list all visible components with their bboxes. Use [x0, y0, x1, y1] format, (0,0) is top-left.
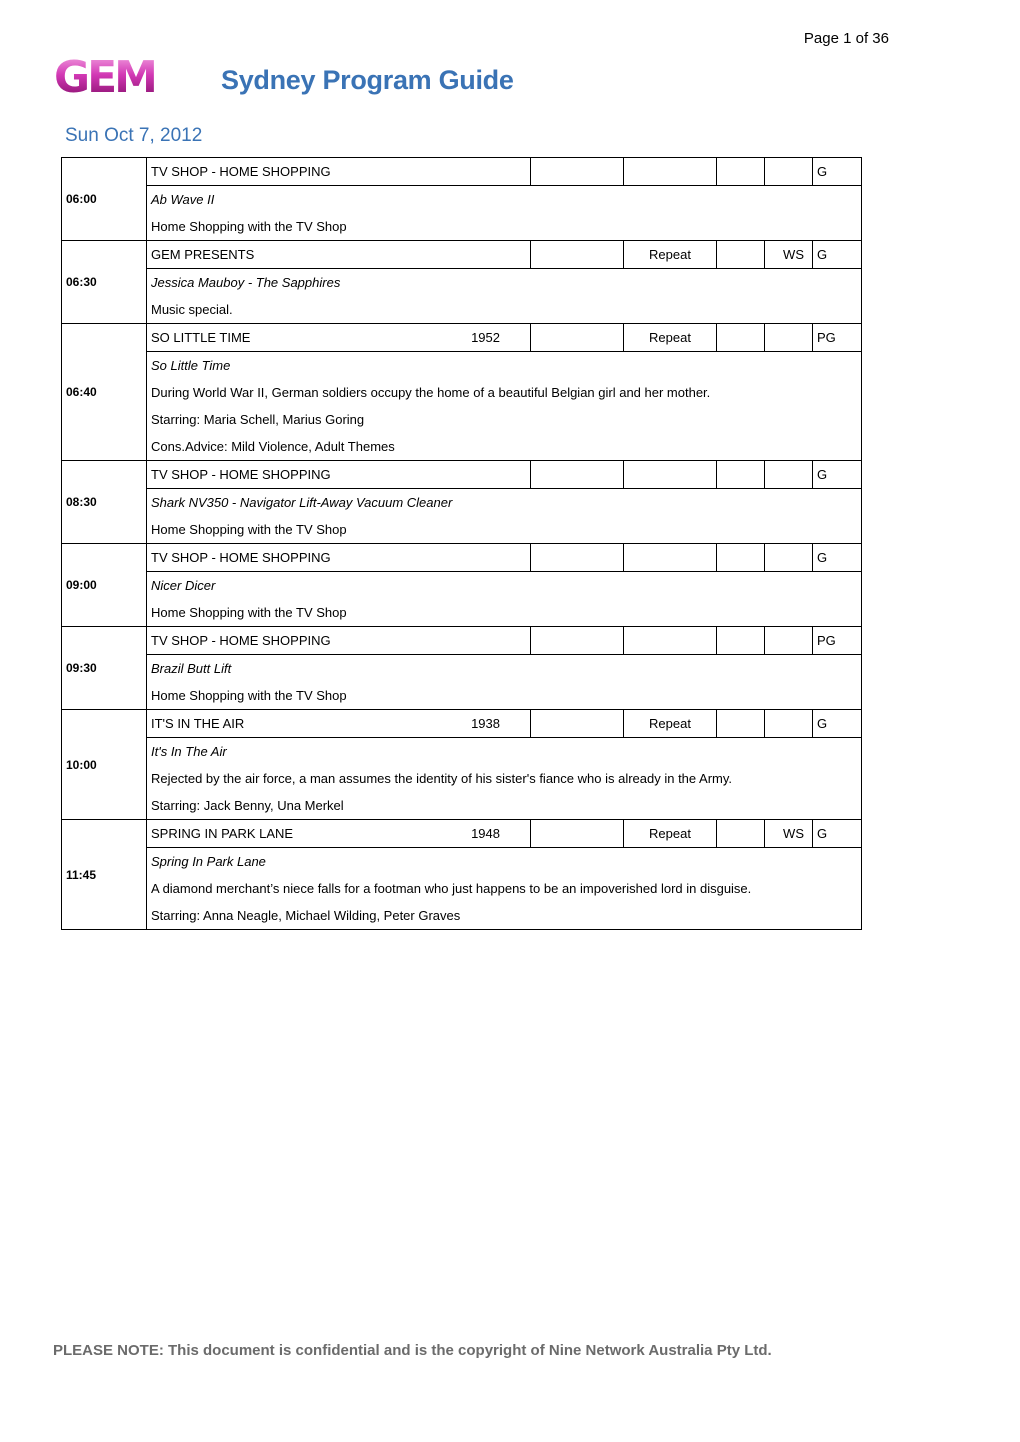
episode-row — [62, 269, 862, 297]
program-row — [62, 324, 862, 352]
program-year: 1948 — [471, 826, 500, 841]
program-time: 09:30 — [62, 627, 147, 710]
gem-logo — [52, 56, 184, 98]
detail-row — [62, 599, 862, 627]
empty-cell — [717, 241, 765, 269]
program-title-cell — [147, 324, 531, 352]
rating: G — [813, 710, 862, 738]
program-detail: A diamond merchant’s niece falls for a footman who just happens to be an impoverished lord in disguise. — [147, 875, 862, 902]
repeat-flag — [624, 544, 717, 572]
episode-row — [62, 186, 862, 214]
empty-cell — [531, 710, 624, 738]
empty-cell — [531, 241, 624, 269]
rating: G — [813, 158, 862, 186]
detail-row — [62, 213, 862, 241]
program-detail: Starring: Maria Schell, Marius Goring — [147, 406, 862, 433]
rating: PG — [813, 627, 862, 655]
svg-text:GEM: GEM — [54, 56, 155, 98]
page-indicator: Page 1 of 36 — [803, 30, 889, 47]
program-title: SPRING IN PARK LANE — [151, 826, 294, 841]
program-detail: Rejected by the air force, a man assumes the identity of his sister's fiance who is already in the Army. — [147, 765, 862, 792]
episode-row — [62, 655, 862, 683]
program-title-cell — [147, 544, 531, 572]
repeat-flag: Repeat — [624, 324, 717, 352]
program-detail: Cons.Advice: Mild Violence, Adult Themes — [147, 433, 862, 461]
program-detail: Home Shopping with the TV Shop — [147, 682, 862, 710]
episode-title: So Little Time — [147, 352, 862, 380]
detail-row — [62, 682, 862, 710]
program-row — [62, 241, 862, 269]
episode-title: Brazil Butt Lift — [147, 655, 862, 683]
episode-title: Shark NV350 - Navigator Lift-Away Vacuum Cleaner — [147, 489, 862, 517]
empty-cell — [717, 710, 765, 738]
repeat-flag: Repeat — [624, 241, 717, 269]
widescreen-flag: WS — [765, 241, 813, 269]
detail-row — [62, 296, 862, 324]
program-time: 11:45 — [62, 820, 147, 930]
program-detail: During World War II, German soldiers occupy the home of a beautiful Belgian girl and her mother. — [147, 379, 862, 406]
program-title: TV SHOP - HOME SHOPPING — [151, 633, 331, 648]
episode-row — [62, 489, 862, 517]
program-time: 09:00 — [62, 544, 147, 627]
program-detail: Home Shopping with the TV Shop — [147, 213, 862, 241]
empty-cell — [717, 627, 765, 655]
program-detail: Music special. — [147, 296, 862, 324]
widescreen-flag — [765, 324, 813, 352]
program-title-cell — [147, 158, 531, 186]
widescreen-flag: WS — [765, 820, 813, 848]
episode-row — [62, 848, 862, 876]
detail-row — [62, 792, 862, 820]
program-row — [62, 820, 862, 848]
empty-cell — [531, 158, 624, 186]
program-row — [62, 158, 862, 186]
program-detail: Starring: Anna Neagle, Michael Wilding, Peter Graves — [147, 902, 862, 930]
episode-title: Ab Wave II — [147, 186, 862, 214]
program-row — [62, 461, 862, 489]
program-row — [62, 627, 862, 655]
program-time: 06:00 — [62, 158, 147, 241]
program-title: SO LITTLE TIME — [151, 330, 251, 345]
program-title-cell — [147, 820, 531, 848]
rating: G — [813, 461, 862, 489]
widescreen-flag — [765, 710, 813, 738]
widescreen-flag — [765, 461, 813, 489]
rating: G — [813, 820, 862, 848]
program-detail: Home Shopping with the TV Shop — [147, 516, 862, 544]
detail-row — [62, 433, 862, 461]
program-title: IT'S IN THE AIR — [151, 716, 245, 731]
repeat-flag — [624, 461, 717, 489]
detail-row — [62, 765, 862, 792]
detail-row — [62, 875, 862, 902]
program-title: TV SHOP - HOME SHOPPING — [151, 550, 331, 565]
empty-cell — [717, 820, 765, 848]
widescreen-flag — [765, 158, 813, 186]
program-time: 08:30 — [62, 461, 147, 544]
detail-row — [62, 902, 862, 930]
repeat-flag: Repeat — [624, 710, 717, 738]
program-detail: Starring: Jack Benny, Una Merkel — [147, 792, 862, 820]
episode-title: It's In The Air — [147, 738, 862, 766]
program-year: 1952 — [471, 330, 500, 345]
episode-title: Spring In Park Lane — [147, 848, 862, 876]
document-title: Sydney Program Guide — [221, 65, 514, 95]
program-row — [62, 544, 862, 572]
empty-cell — [717, 544, 765, 572]
empty-cell — [531, 820, 624, 848]
program-title-cell — [147, 241, 531, 269]
empty-cell — [531, 461, 624, 489]
confidentiality-note: PLEASE NOTE: This document is confidential and is the copyright of Nine Network Australia Pty Ltd. — [53, 1342, 772, 1359]
program-guide-table — [61, 157, 862, 930]
program-title: TV SHOP - HOME SHOPPING — [151, 467, 331, 482]
episode-title: Nicer Dicer — [147, 572, 862, 600]
detail-row — [62, 516, 862, 544]
program-title-cell — [147, 627, 531, 655]
episode-row — [62, 738, 862, 766]
program-detail: Home Shopping with the TV Shop — [147, 599, 862, 627]
empty-cell — [531, 324, 624, 352]
repeat-flag — [624, 158, 717, 186]
program-time: 06:40 — [62, 324, 147, 461]
empty-cell — [531, 627, 624, 655]
detail-row — [62, 406, 862, 433]
episode-row — [62, 572, 862, 600]
empty-cell — [717, 158, 765, 186]
empty-cell — [717, 461, 765, 489]
detail-row — [62, 379, 862, 406]
widescreen-flag — [765, 544, 813, 572]
program-year: 1938 — [471, 716, 500, 731]
empty-cell — [531, 544, 624, 572]
empty-cell — [717, 324, 765, 352]
rating: G — [813, 241, 862, 269]
program-time: 06:30 — [62, 241, 147, 324]
repeat-flag: Repeat — [624, 820, 717, 848]
program-title: TV SHOP - HOME SHOPPING — [151, 164, 331, 179]
repeat-flag — [624, 627, 717, 655]
rating: G — [813, 544, 862, 572]
program-row — [62, 710, 862, 738]
program-title-cell — [147, 710, 531, 738]
program-title: GEM PRESENTS — [151, 247, 255, 262]
rating: PG — [813, 324, 862, 352]
program-title-cell — [147, 461, 531, 489]
program-time: 10:00 — [62, 710, 147, 820]
episode-row — [62, 352, 862, 380]
widescreen-flag — [765, 627, 813, 655]
date-heading: Sun Oct 7, 2012 — [65, 125, 203, 146]
episode-title: Jessica Mauboy - The Sapphires — [147, 269, 862, 297]
